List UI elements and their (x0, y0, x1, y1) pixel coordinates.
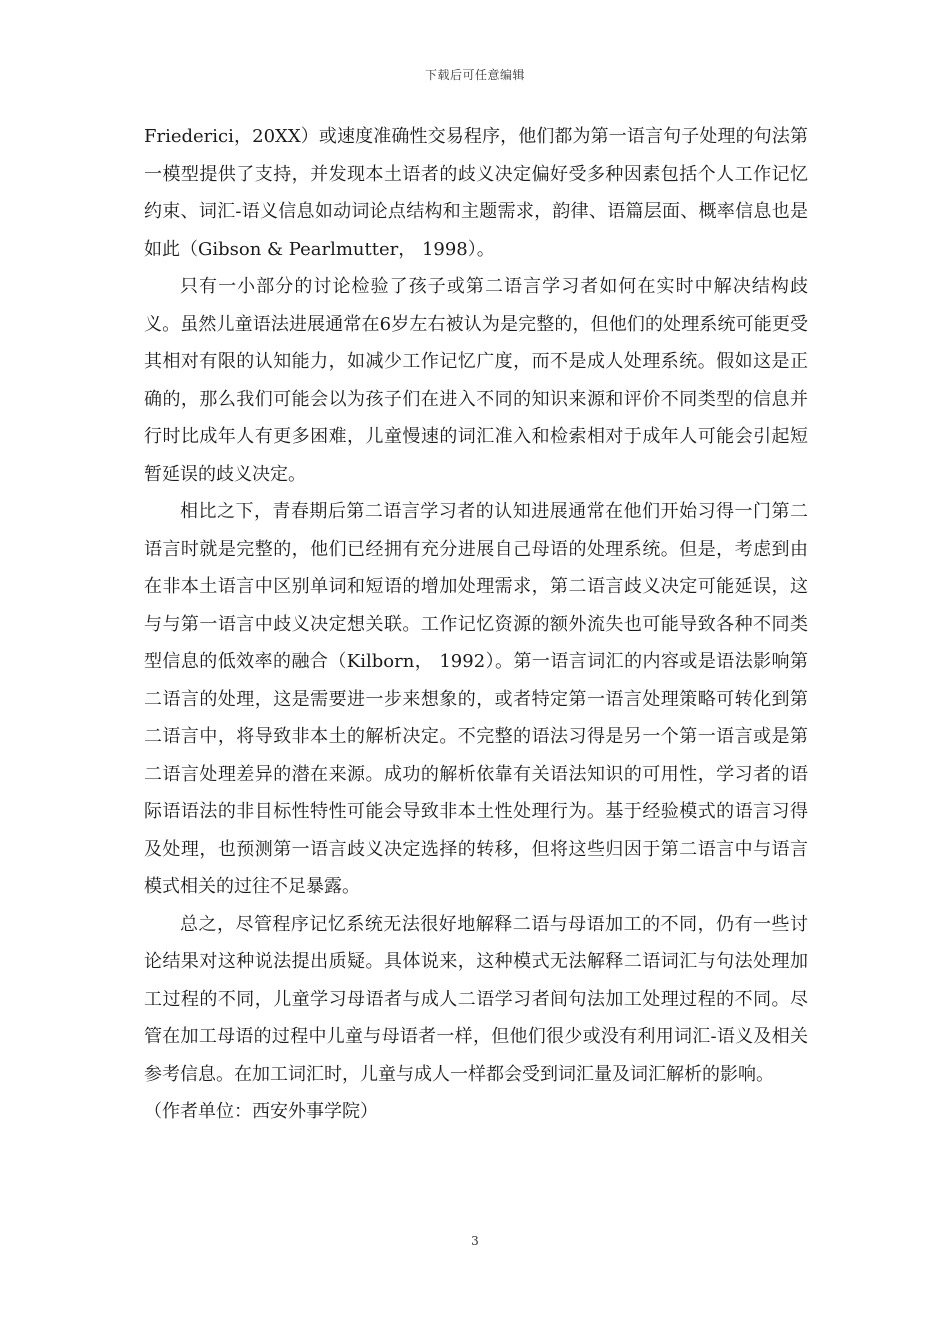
page-header: 下载后可任意编辑 (424, 68, 525, 82)
author-affiliation: （作者单位：西安外事学院） (144, 1101, 378, 1122)
page-number: 3 (471, 1234, 479, 1248)
paragraph-children-ambiguity: 只有一小部分的讨论检验了孩子或第二语言学习者如何在实时中解决结构歧义。虽然儿童语法进展通常在6岁左右被认为是完整的，但他们的处理系统可能更受其相对有限的认知能力，如减少工作记忆广度，而不是成人处理系统。假如这是正确的，那么我们可能会以为孩子们在进入不同的知识来源和评价不同类型的信息并行时比成年人有更多困难，儿童慢速的词汇准入和检索相对于成年人可能会引起短暂延误的歧义决定。 (144, 276, 808, 485)
paragraph-second-language: 相比之下，青春期后第二语言学习者的认知进展通常在他们开始习得一门第二语言时就是完整的，他们已经拥有充分进展自己母语的处理系统。但是，考虑到由在非本土语言中区别单词和短语的增加处理需求，第二语言歧义决定可能延误，这与与第一语言中歧义决定想关联。工作记忆资源的额外流失也可能导致各种不同类型信息的低效率的融合（Kilborn， 1992）。第一语言词汇的内容或是语法影响第二语言的处理，这是需要进一步来想象的，或者特定第一语言处理策略可转化到第二语言中，将导致非本土的解析决定。不完整的语法习得是另一个第一语言或是第二语言处理差异的潜在来源。成功的解析依靠有关语法知识的可用性，学习者的语际语语法的非目标性特性可能会导致非本土性处理行为。基于经验模式的语言习得及处理，也预测第一语言歧义决定选择的转移，但将这些归因于第二语言中与语言模式相关的过往不足暴露。 (144, 501, 808, 897)
paragraph-conclusion: 总之，尽管程序记忆系统无法很好地解释二语与母语加工的不同，仍有一些讨论结果对这种说法提出质疑。具体说来，这种模式无法解释二语词汇与句法处理加工过程的不同，儿童学习母语者与成人二语学习者间句法加工处理过程的不同。尽管在加工母语的过程中儿童与母语者一样，但他们很少或没有利用词汇-语义及相关参考信息。在加工词汇时，儿童与成人一样都会受到词汇量及词汇解析的影响。 (144, 913, 808, 1085)
paragraph-continuation: Friederici，20XX）或速度准确性交易程序，他们都为第一语言句子处理的句法第一模型提供了支持，并发现本土语者的歧义决定偏好受多种因素包括个人工作记忆约束、词汇-语义信息如动词论点结构和主题需求，韵律、语篇层面、概率信息也是如此（Gibson & Pearlmutter， 1998）。 (144, 126, 808, 260)
document-body (144, 118, 808, 1131)
